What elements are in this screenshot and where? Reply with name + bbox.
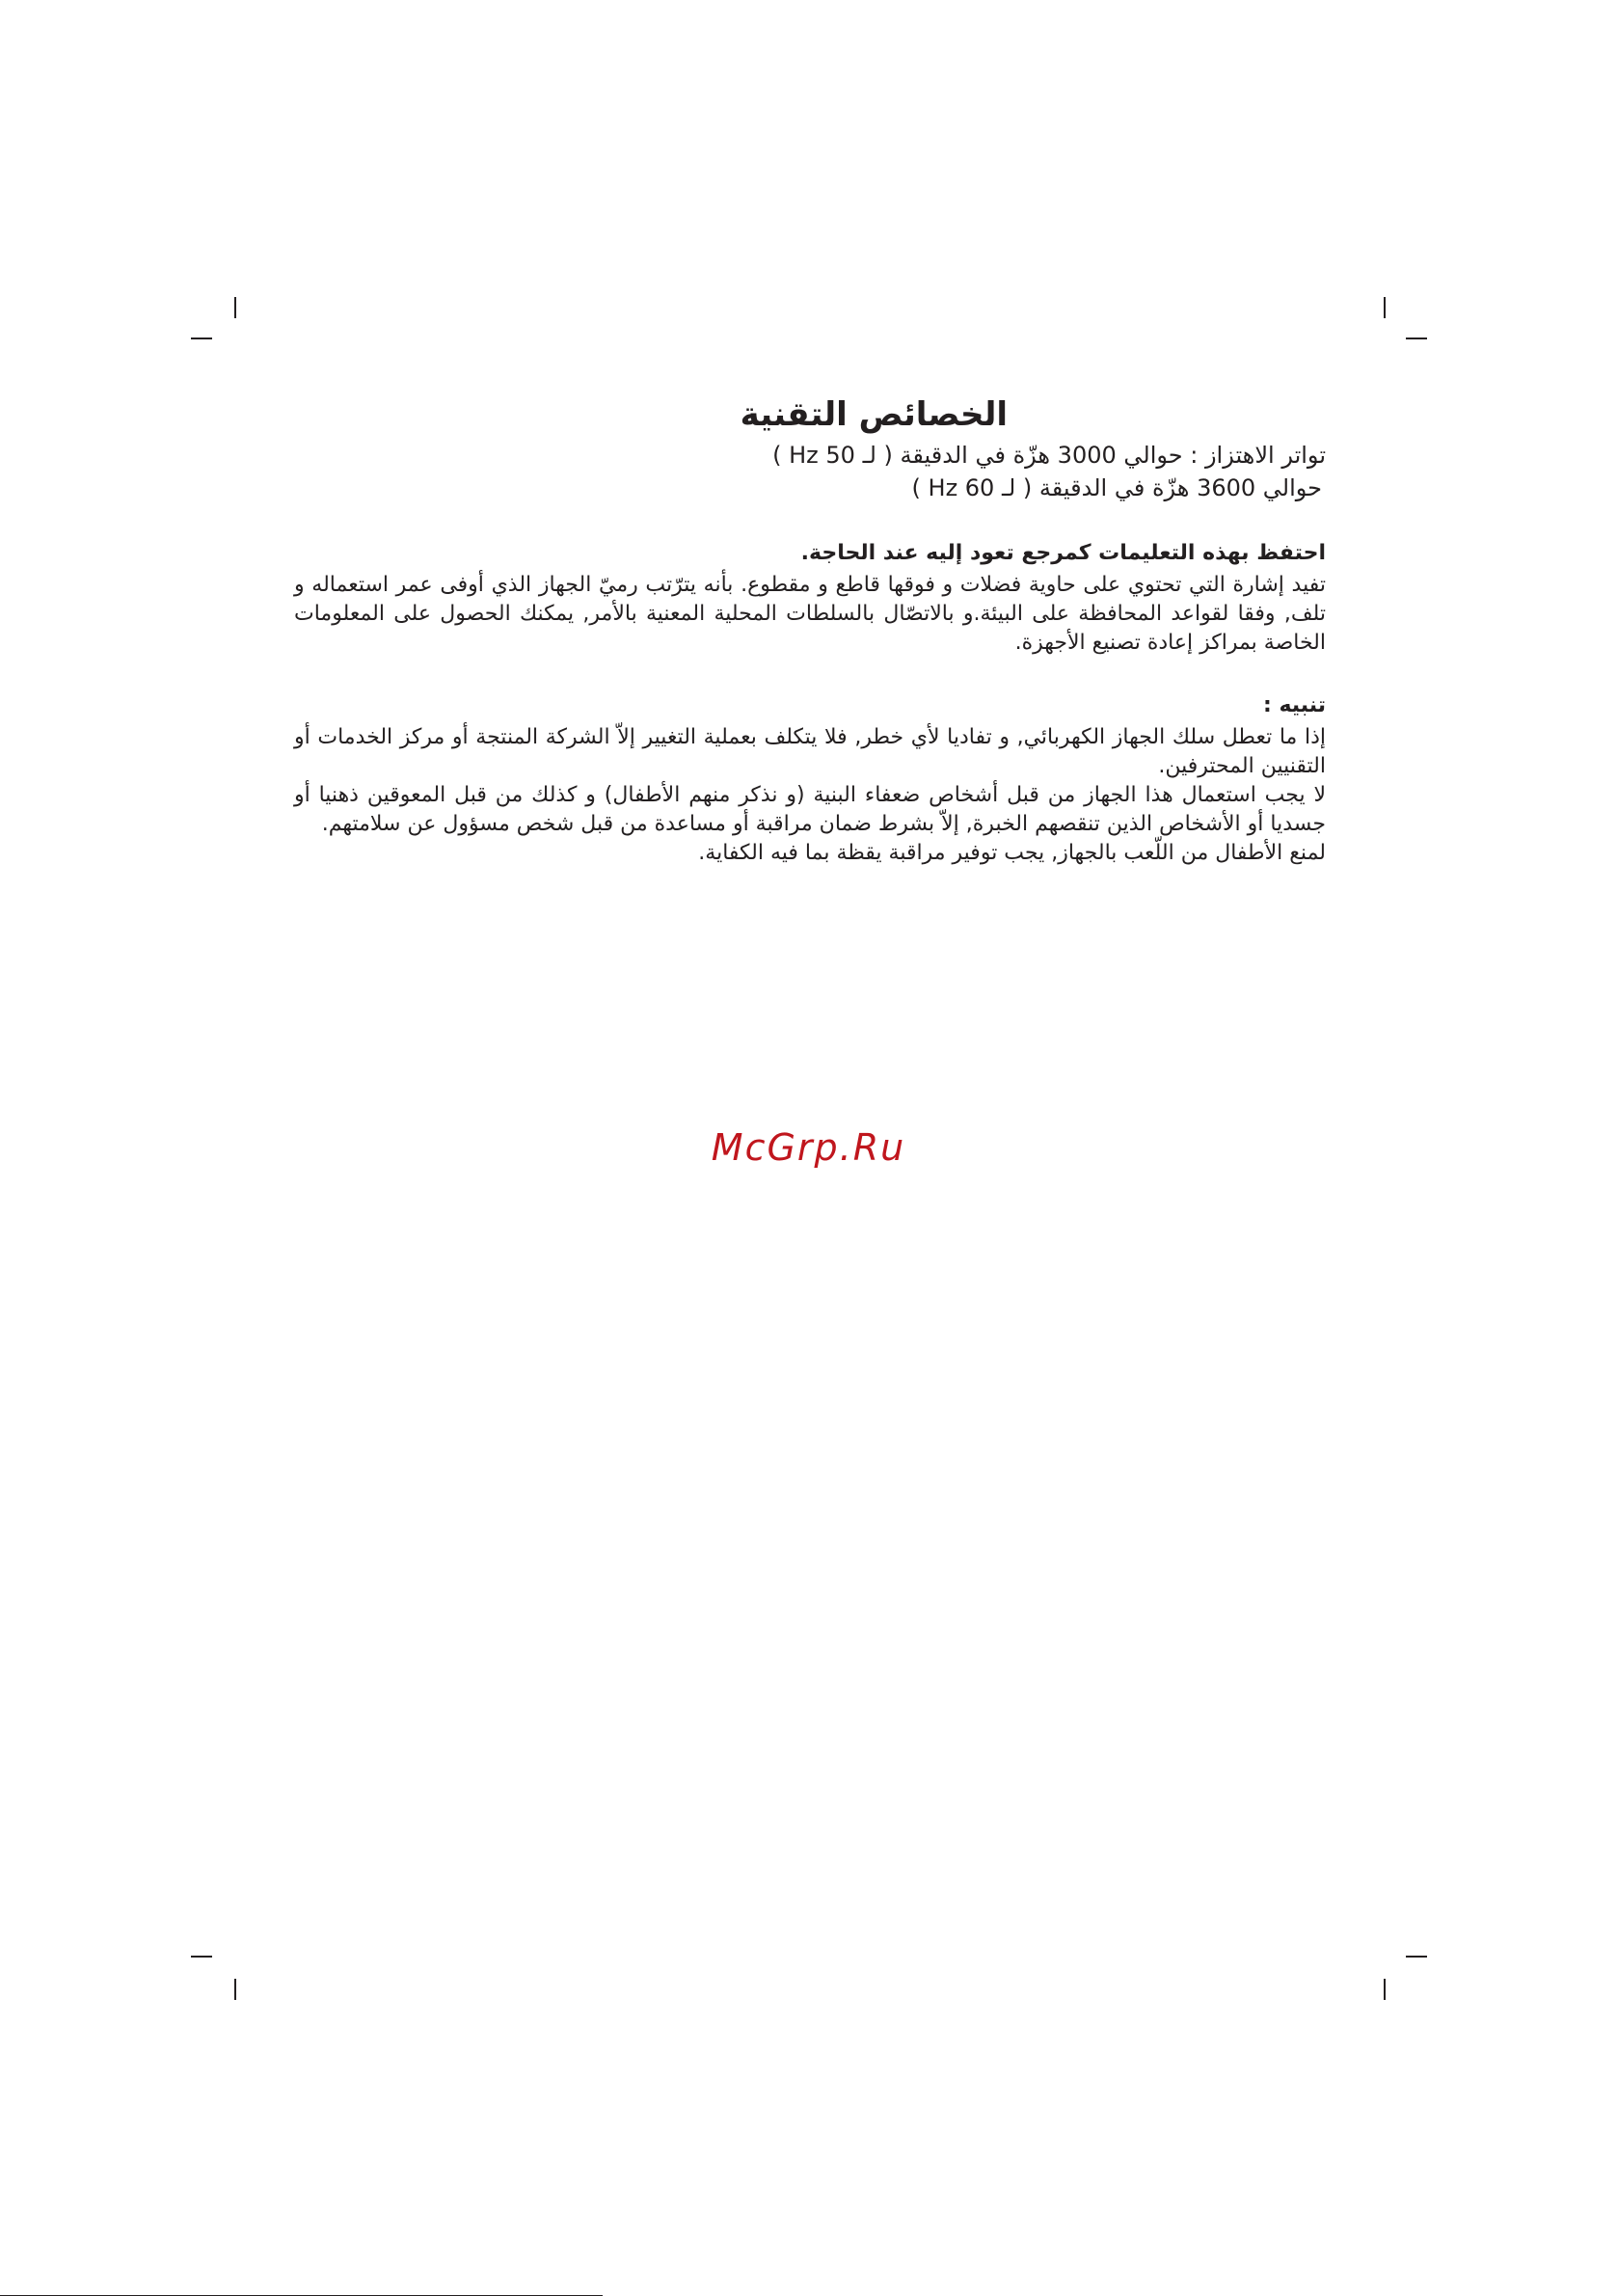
warning-paragraph-usage: لا يجب استعمال هذا الجهاز من قبل أشخاص ضعفاء البنية (و نذكر منهم الأطفال) و كذلك من قبل المعوقين ذهنيا أو جسديا أو الأشخاص الذين تنقصهم الخبرة, إلاّ بشرط ضمان مراقبة أو مساعدة من قبل شخص مسؤول عن سلامتهم.: [294, 783, 1326, 836]
crop-mark-bottom-right-vertical: [1384, 1979, 1386, 2000]
page-title: الخصائص التقنية: [740, 395, 1008, 434]
crop-mark-top-left-horizontal: [191, 338, 212, 339]
crop-mark-top-left-vertical: [234, 297, 236, 318]
crop-mark-bottom-left-horizontal: [191, 1956, 212, 1958]
warning-section: [294, 690, 1326, 868]
crop-mark-top-right-horizontal: [1406, 338, 1427, 339]
watermark-logo: McGrp.Ru: [711, 1126, 906, 1169]
warning-paragraph-cable: إذا ما تعطل سلك الجهاز الكهربائي, و تفاديا لأي خطر, فلا يتكلف بعملية التغيير إلاّ الشركة المنتجة أو مركز الخدمات أو التقنيين المحترفين.: [294, 725, 1326, 778]
instructions-heading: احتفظ بهذه التعليمات كمرجع تعود إليه عند الحاجة.: [800, 541, 1326, 565]
instructions-paragraph: تفيد إشارة التي تحتوي على حاوية فضلات و فوقها قاطع و مقطوع. بأنه يترّتب رميّ الجهاز الذي أوفى عمر استعماله و تلف, وفقا لقواعد المحافظة على البيئة.و بالاتصّال بالسلطات المحلية المعنية بالأمر, يمكنك الحصول على المعلومات الخاصة بمراكز إعادة تصنيع الأجهزة.: [294, 573, 1326, 655]
crop-mark-bottom-right-horizontal: [1406, 1956, 1427, 1958]
crop-mark-bottom-left-vertical: [234, 1979, 236, 2000]
spec-frequency-60hz: حوالي 3600 هزّة في الدقيقة ( لـ Hz 60 ): [911, 474, 1322, 501]
warning-line-children: لمنع الأطفال من اللّعب بالجهاز, يجب توفير مراقبة يقظة بما فيه الكفاية.: [698, 841, 1326, 865]
crop-mark-top-right-vertical: [1384, 297, 1386, 318]
spec-frequency-50hz: تواتر الاهتزاز : حوالي 3000 هزّة في الدقيقة ( لـ Hz 50 ): [772, 442, 1326, 469]
instructions-section: [294, 538, 1326, 658]
warning-heading: تنبيه :: [1262, 693, 1326, 717]
